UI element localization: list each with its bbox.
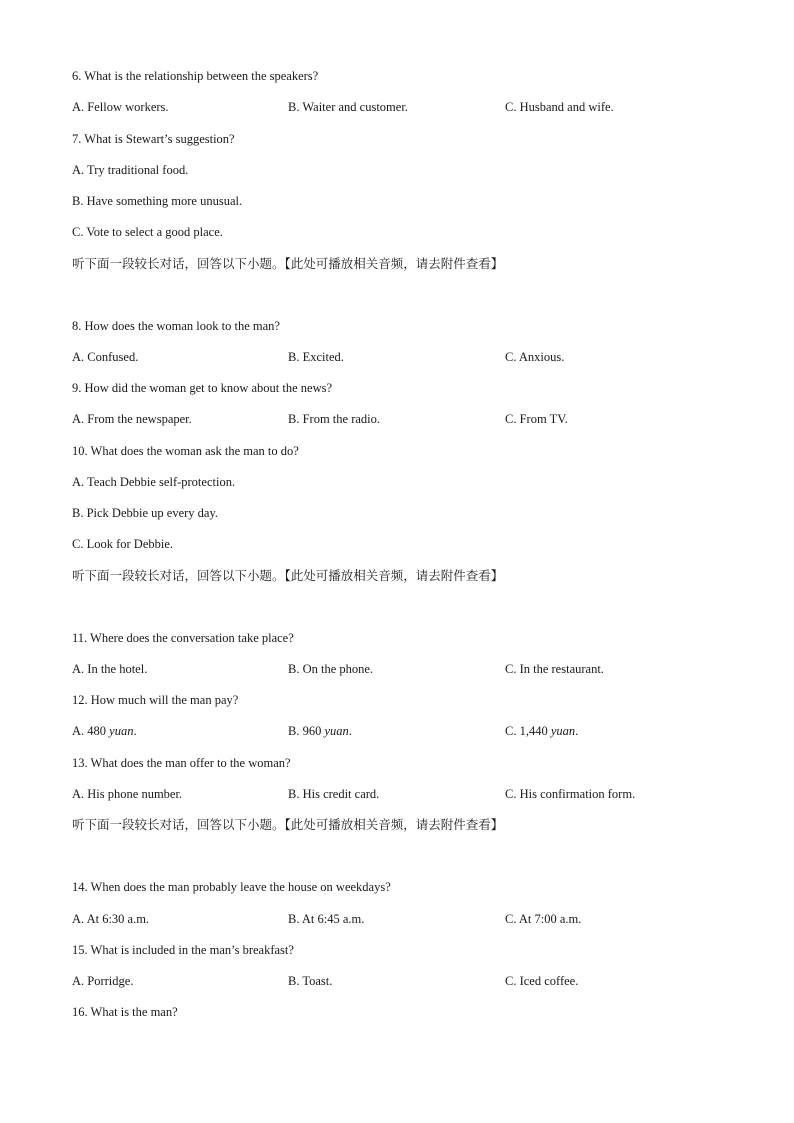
question-7-option-c: C. Vote to select a good place. [72,225,223,239]
question-11-option-b: B. On the phone. [288,662,374,676]
question-12-option-a [72,723,137,739]
listening-instruction-1: 听下面一段较长对话，回答以下小题。【此处可播放相关音频，请去附件查看】 [72,256,504,271]
question-14-option-c: C. At 7:00 a.m. [505,912,582,926]
option-b-amount: B. 960 [288,724,322,738]
option-b-period: . [348,724,352,738]
question-13-option-c: C. His confirmation form. [505,787,636,801]
question-13-option-b: B. His credit card. [288,787,380,801]
question-11-option-c: C. In the restaurant. [505,662,604,676]
question-8-option-a: A. Confused. [72,350,139,364]
question-7-option-a: A. Try traditional food. [72,163,189,177]
option-c-unit: yuan [550,724,576,738]
question-12-option-b [288,723,352,739]
question-14-stem: 14. When does the man probably leave the house on weekdays? [72,880,391,894]
question-6-option-a: A. Fellow workers. [72,100,169,114]
question-7-stem: 7. What is Stewart’s suggestion? [72,132,235,146]
question-13-stem: 13. What does the man offer to the woman? [72,756,291,770]
question-6-option-b: B. Waiter and customer. [288,100,408,114]
question-9-option-c: C. From TV. [505,412,568,426]
listening-instruction-3: 听下面一段较长对话，回答以下小题。【此处可播放相关音频，请去附件查看】 [72,817,504,832]
question-8-option-b: B. Excited. [288,350,344,364]
question-12-option-c [505,723,578,739]
question-10-option-a: A. Teach Debbie self-protection. [72,475,236,489]
question-16-stem: 16. What is the man? [72,1005,178,1019]
question-15-option-b: B. Toast. [288,974,333,988]
question-13-option-a: A. His phone number. [72,787,183,801]
option-a-amount: A. 480 [72,724,107,738]
question-15-option-a: A. Porridge. [72,974,134,988]
option-a-unit: yuan [109,724,134,738]
question-14-option-b: B. At 6:45 a.m. [288,912,365,926]
question-7-option-b: B. Have something more unusual. [72,194,243,208]
question-12-stem: 12. How much will the man pay? [72,693,239,707]
question-9-option-b: B. From the radio. [288,412,381,426]
question-10-option-c: C. Look for Debbie. [72,537,174,551]
question-11-option-a: A. In the hotel. [72,662,148,676]
option-a-period: . [133,724,137,738]
option-c-period: . [575,724,579,738]
question-15-option-c: C. Iced coffee. [505,974,579,988]
question-6-stem: 6. What is the relationship between the speakers? [72,69,319,83]
option-b-unit: yuan [324,724,349,738]
question-10-stem: 10. What does the woman ask the man to do? [72,444,299,458]
listening-instruction-2: 听下面一段较长对话，回答以下小题。【此处可播放相关音频，请去附件查看】 [72,568,504,583]
question-14-option-a: A. At 6:30 a.m. [72,912,150,926]
question-10-option-b: B. Pick Debbie up every day. [72,506,219,520]
question-8-option-c: C. Anxious. [505,350,565,364]
question-15-stem: 15. What is included in the man’s breakfast? [72,943,294,957]
question-9-option-a: A. From the newspaper. [72,412,192,426]
question-8-stem: 8. How does the woman look to the man? [72,319,280,333]
question-11-stem: 11. Where does the conversation take place? [72,631,294,645]
question-6-option-c: C. Husband and wife. [505,100,614,114]
question-9-stem: 9. How did the woman get to know about the news? [72,381,333,395]
option-c-amount: C. 1,440 [505,724,548,738]
